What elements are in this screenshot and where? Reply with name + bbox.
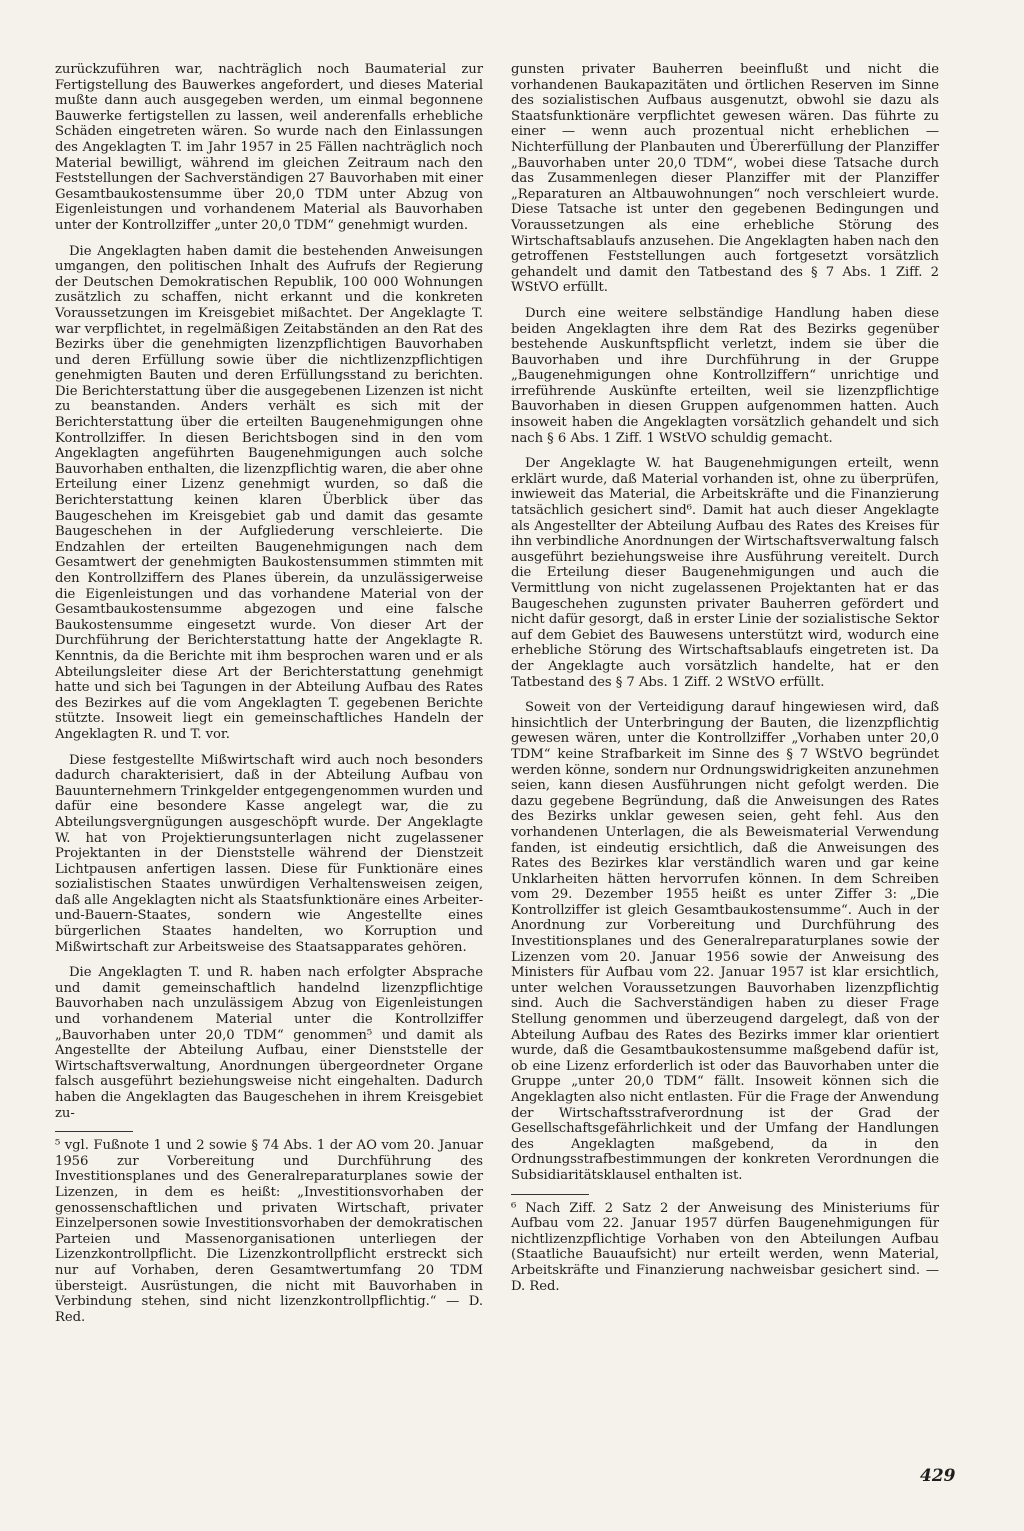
footnote-divider [55,1131,133,1132]
left-paragraph-3: Diese festgestellte Mißwirtschaft wird auch noch besonders dadurch charakterisiert, daß in der Abteilung Aufbau von Bauunternehmern Trinkgelder entgegengenommen wurden und dafür eine besondere Kasse angelegt war, die zu Abteilungsvergnügungen ausgeschöpft wurde. Der Angeklagte W. hat von Projektierungsunterlagen nicht zugelassener Projektanten in der Dienststelle während der Dienstzeit Lichtpausen anfertigen lassen. Diese für Funktionäre eines sozialistischen Staates unwürdigen Verhaltensweisen zeigen, daß alle Angeklagten nicht als Staatsfunktionäre eines Arbeiter-und-Bauern-Staates, sondern wie Angestellte eines bürgerlichen Staates handelten, wo Korruption und Mißwirtschaft zur Arbeitsweise des Staatsapparates gehören. [55,752,483,955]
right-paragraph-3: Der Angeklagte W. hat Baugenehmigungen erteilt, wenn erklärt wurde, daß Material vorhanden ist, ohne zu überprüfen, inwieweit das Material, die Arbeitskräfte und die Finanzierung tatsächlich gesichert sind⁶. Damit hat auch dieser Angeklagte als Angestellter der Abteilung Aufbau des Rates des Kreises für ihn verbindliche Anordnungen der Wirtschaftsverwaltung falsch ausgeführt beziehungsweise ihre Ausführung vereitelt. Durch die Erteilung dieser Baugenehmigungen und auch die Vermittlung von nicht zugelassenen Projektanten hat er das Baugeschehen zugunsten privater Bauherren gefördert und nicht dafür gesorgt, daß in erster Linie der sozialistische Sektor auf dem Gebiet des Bauwesens unterstützt wird, wodurch eine erhebliche Störung des Wirtschaftsablaufs eingetreten ist. Da der Angeklagte auch vorsätzlich handelte, hat er den Tatbestand des § 7 Abs. 1 Ziff. 2 WStVO erfüllt. [511,456,939,690]
left-column [55,62,483,1335]
footnote-5: ⁵ vgl. Fußnote 1 und 2 sowie § 74 Abs. 1 der AO vom 20. Januar 1956 zur Vorbereitung und Durchführung des Investitionsplanes und des Generalreparaturplanes sowie der Lizenzen, in dem es heißt: „Investitionsvorhaben der genossenschaftlichen und privaten Wirtschaft, privater Einzelpersonen sowie Investitionsvorhaben der demokratischen Parteien und Massenorganisationen unterliegen der Lizenzkontrollpflicht. Die Lizenzkontrollpflicht erstreckt sich nur auf Vorhaben, deren Gesamtwertumfang 20 TDM übersteigt. Ausrüstungen, die nicht mit Bauvorhaben in Verbindung stehen, sind nicht lizenzkontrollpflichtig.“ — D. Red. [55,1138,483,1325]
left-paragraph-1: zurückzuführen war, nachträglich noch Baumaterial zur Fertigstellung des Bauwerkes angefordert, und dieses Material mußte dann auch ausgegeben werden, um einmal begonnene Bauwerke fertigstellen zu lassen, weil anderenfalls erhebliche Schäden eingetreten wären. So wurde nach den Einlassungen des Angeklagten T. im Jahr 1957 in 25 Fällen nachträglich noch Material bewilligt, während im gleichen Zeitraum nach den Feststellungen der Sachverständigen 27 Bauvorhaben mit einer Gesamtbaukostensumme über 20,0 TDM unter Abzug von Eigenleistungen und vorhandenem Material als Bauvorhaben unter der Kontrollziffer „unter 20,0 TDM“ genehmigt wurden. [55,62,483,233]
footnote-divider [511,1194,589,1195]
right-paragraph-4: Soweit von der Verteidigung darauf hingewiesen wird, daß hinsichtlich der Unterbringung der Bauten, die lizenzpflichtig gewesen wären, unter die Kontrollziffer „Vorhaben unter 20,0 TDM“ keine Strafbarkeit im Sinne des § 7 WStVO begründet werden könne, sondern nur Ordnungswidrigkeiten anzunehmen seien, kann diesen Ausführungen nicht gefolgt werden. Die dazu gegebene Begründung, daß die Anweisungen des Rates des Bezirks unklar gewesen seien, geht fehl. Aus den vorhandenen Unterlagen, die als Beweismaterial Verwendung fanden, ist eindeutig ersichtlich, daß die Anweisungen des Rates des Bezirkes klar verständlich waren und gar keine Unklarheiten hätten hervorrufen können. In dem Schreiben vom 29. Dezember 1955 heißt es unter Ziffer 3: „Die Kontrollziffer ist gleich Gesamtbaukostensumme“. Auch in der Anordnung zur Vorbereitung und Durchführung des Investitionsplanes und des Generalreparaturplanes sowie der Lizenzen vom 20. Januar 1956 sowie der Anweisung des Ministers für Aufbau vom 22. Januar 1957 ist klar ersichtlich, unter welchen Voraussetzungen Bauvorhaben lizenzpflichtig sind. Auch die Sachverständigen haben zu dieser Frage Stellung genommen und überzeugend dargelegt, daß von der Abteilung Aufbau des Rates des Bezirks immer klar orientiert wurde, daß die Gesamtbaukostensumme maßgebend dafür ist, ob eine Lizenz erforderlich ist oder das Bauvorhaben unter die Gruppe „unter 20,0 TDM“ fällt. Insoweit können sich die Angeklagten also nicht entlasten. Für die Frage der Anwendung der Wirtschaftsstrafverordnung ist der Grad der Gesellschaftsgefährlichkeit und der Umfang der Handlungen des Angeklagten maßgebend, da in den Ordnungsstrafbestimmungen der konkreten Verordnungen die Subsidiaritätsklausel enthalten ist. [511,700,939,1183]
left-paragraph-4: Die Angeklagten T. und R. haben nach erfolgter Absprache und damit gemeinschaftlich handelnd lizenzpflichtige Bauvorhaben nach unzulässigem Abzug von Eigenleistungen und vorhandenem Material unter die Kontrollziffer „Bauvorhaben unter 20,0 TDM“ genommen⁵ und damit als Angestellte der Abteilung Aufbau, einer Dienststelle der Wirtschaftsverwaltung, Anordnungen übergeordneter Organe falsch ausgeführt beziehungsweise nicht eingehalten. Dadurch haben die Angeklagten das Baugeschehen in ihrem Kreisgebiet zu- [55,965,483,1121]
footnote-6: ⁶ Nach Ziff. 2 Satz 2 der Anweisung des Ministeriums für Aufbau vom 22. Januar 1957 dürfen Baugenehmigungen für nichtlizenzpflichtige Vorhaben von den Abteilungen Aufbau (Staatliche Bauaufsicht) nur erteilt werden, wenn Material, Arbeitskräfte und Finanzierung nachweisbar gesichert sind. — D. Red. [511,1200,939,1294]
right-paragraph-2: Durch eine weitere selbständige Handlung haben diese beiden Angeklagten ihre dem Rat des Bezirks gegenüber bestehende Auskunftspflicht verletzt, indem sie über die Bauvorhaben und ihre Durchführung in der Gruppe „Baugenehmigungen ohne Kontrollziffern“ unrichtige und irreführende Auskünfte erteilten, weil sie lizenzpflichtige Bauvorhaben in diesen Gruppen aufgenommen hatten. Auch insoweit haben die Angeklagten vorsätzlich gehandelt und sich nach § 6 Abs. 1 Ziff. 1 WStVO schuldig gemacht. [511,305,939,446]
left-paragraph-2: Die Angeklagten haben damit die bestehenden Anweisungen umgangen, den politischen Inhalt des Aufrufs der Regierung der Deutschen Demokratischen Republik, 100 000 Wohnungen zusätzlich zu schaffen, nicht erkannt und die konkreten Voraussetzungen im Kreisgebiet mißachtet. Der Angeklagte T. war verpflichtet, in regelmäßigen Zeitabständen an den Rat des Bezirks über die genehmigten lizenzpflichtigen Bauvorhaben und deren Erfüllung sowie über die nichtlizenzpflichtigen genehmigten Bauten und deren Erfüllungsstand zu berichten. Die Berichterstattung über die ausgegebenen Lizenzen ist nicht zu beanstanden. Anders verhält es sich mit der Berichterstattung über die erteilten Baugenehmigungen ohne Kontrollziffer. In diesen Berichtsbogen sind in den vom Angeklagten angeführten Baugenehmigungen auch solche Bauvorhaben enthalten, die lizenzpflichtig waren, die aber ohne Erteilung einer Lizenz genehmigt wurden, so daß die Berichterstattung keinen klaren Überblick über das Baugeschehen im Kreisgebiet gab und damit das gesamte Baugeschehen in der Aufgliederung verschleierte. Die Endzahlen der erteilten Baugenehmigungen nach dem Gesamtwert der genehmigten Baukostensummen stimmten mit den Kontrollziffern des Planes überein, da unzulässigerweise die Eigenleistungen und das vorhandene Material von der Gesamtbaukostensumme abgezogen und eine falsche Baukostensumme eingesetzt wurde. Von dieser Art der Durchführung der Berichterstattung hatte der Angeklagte R. Kenntnis, da die Berichte mit ihm besprochen waren und er als Abteilungsleiter diese Art der Berichterstattung genehmigt hatte und sich bei Tagungen in der Abteilung Aufbau des Rates des Bezirkes auf die vom Angeklagten T. gegebenen Berichte stützte. Insoweit liegt ein gemeinschaftliches Handeln der Angeklagten R. und T. vor. [55,243,483,742]
page-number: 429 [920,1466,956,1486]
right-column [511,62,939,1304]
right-paragraph-1: gunsten privater Bauherren beeinflußt und nicht die vorhandenen Baukapazitäten und örtlichen Reserven im Sinne des sozialistischen Aufbaus ausgenutzt, obwohl sie dazu als Staatsfunktionäre verpflichtet gewesen wären. Das führte zu einer — wenn auch prozentual nicht erheblichen — Nichterfüllung der Planbauten und Übererfüllung der Planziffer „Bauvorhaben unter 20,0 TDM“, wobei diese Tatsache durch das Zusammenlegen dieser Planziffer mit der Planziffer „Reparaturen an Altbauwohnungen“ noch verschleiert wurde. Diese Tatsache ist unter den gegebenen Bedingungen und Voraussetzungen als eine erhebliche Störung des Wirtschaftsablaufs anzusehen. Die Angeklagten haben nach den getroffenen Feststellungen auch fortgesetzt vorsätzlich gehandelt und damit den Tatbestand des § 7 Abs. 1 Ziff. 2 WStVO erfüllt. [511,62,939,296]
